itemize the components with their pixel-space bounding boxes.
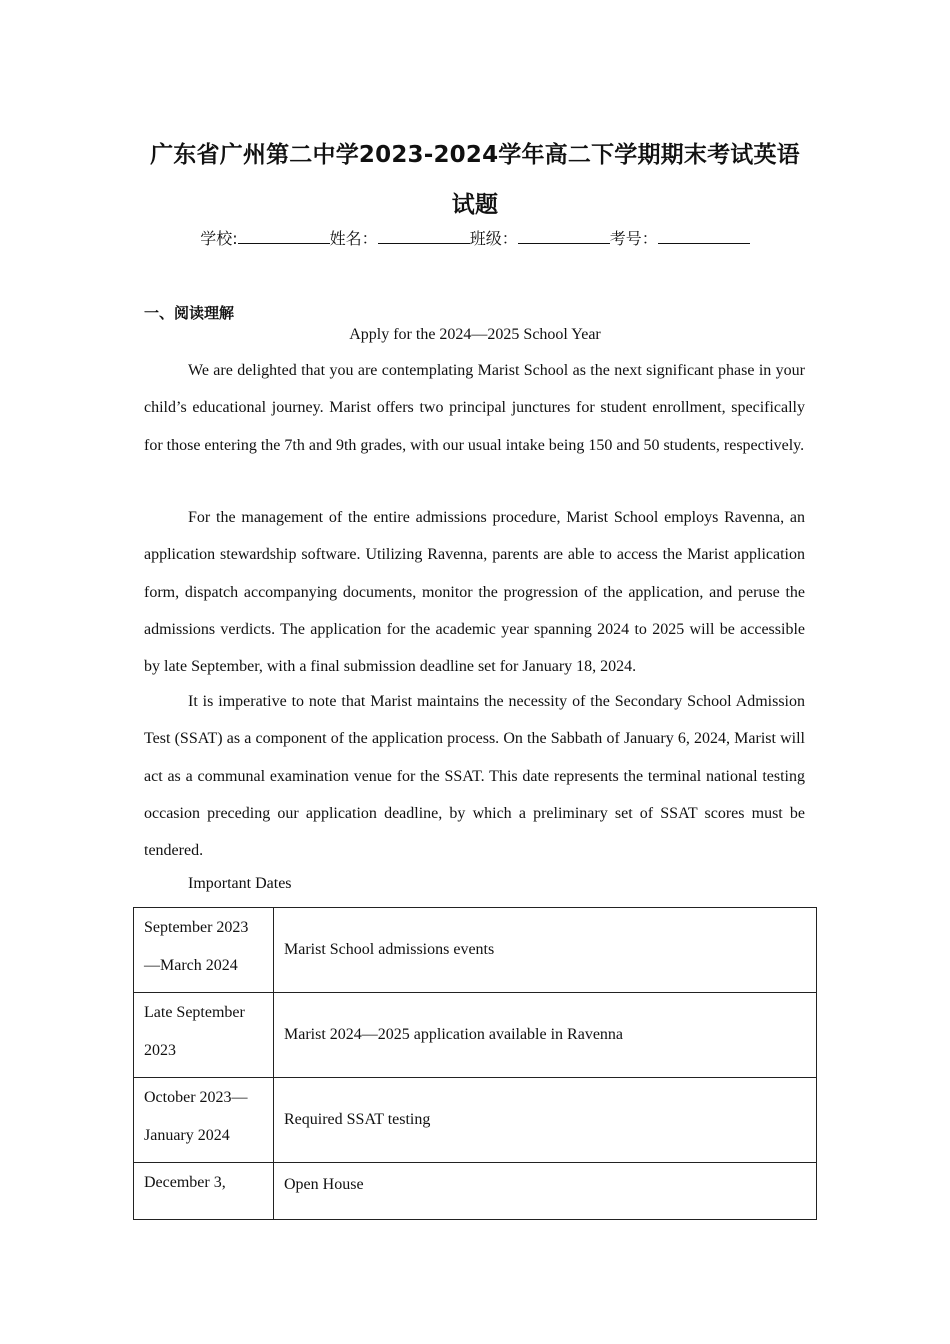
date-line: 2023 (144, 1041, 176, 1059)
date-cell (134, 993, 274, 1078)
important-dates-label: Important Dates (188, 875, 292, 892)
number-blank (658, 229, 750, 244)
date-line: —March 2024 (144, 956, 238, 974)
event-cell: Open House (274, 1163, 817, 1220)
date-line: Late September (144, 1004, 245, 1021)
passage-title: Apply for the 2024—2025 School Year (349, 326, 601, 343)
paragraph-2: For the management of the entire admissions procedure, Marist School employs Ravenna, an application stewardship software. Utilizing Ravenna, parents are able to access the Marist application form, dispatch accompanying documents, monitor the progression of the application, and peruse the admissions verdicts. The application for the academic year spanning 2024 to 2025 will be accessible by late September, with a final submission deadline set for January 18, 2024. (144, 509, 805, 676)
paragraph-3: It is imperative to note that Marist maintains the necessity of the Secondary School Admission Test (SSAT) as a component of the application process. On the Sabbath of January 6, 2024, Marist will act as a communal examination venue for the SSAT. This date represents the terminal national testing occasion preceding our application deadline, by which a preliminary set of SSAT scores must be tendered. (144, 693, 805, 860)
date-cell (134, 908, 274, 993)
event-cell: Marist School admissions events (274, 908, 817, 993)
section-heading: 一、阅读理解 (144, 304, 235, 322)
class-blank (518, 229, 610, 244)
date-line: January 2024 (144, 1126, 230, 1144)
table-row (134, 1078, 817, 1163)
school-label: 学校: (200, 229, 238, 248)
table-row (134, 908, 817, 993)
date-line: September 2023 (144, 919, 249, 936)
name-label: 姓名： (329, 229, 378, 248)
student-info-line (0, 226, 950, 249)
name-blank (378, 229, 470, 244)
paragraph-1: We are delighted that you are contemplating Marist School as the next significant phase in your child’s educational journey. Marist offers two principal junctures for student enrollment, specifically for those entering the 7th and 9th grades, with our usual intake being 150 and 50 students, respectively. (144, 362, 805, 454)
table-row (134, 993, 817, 1078)
date-cell (134, 1163, 274, 1220)
event-cell: Marist 2024—2025 application available in Ravenna (274, 993, 817, 1078)
school-blank (238, 229, 330, 244)
date-line: October 2023— (144, 1089, 248, 1106)
event-cell: Required SSAT testing (274, 1078, 817, 1163)
number-label: 考号： (609, 229, 658, 248)
date-line: December 3, (144, 1174, 226, 1191)
important-dates-table (133, 907, 817, 1220)
table-row (134, 1163, 817, 1220)
class-label: 班级： (469, 229, 518, 248)
document-title-line-2: 试题 (451, 192, 499, 218)
document-title-line-1: 广东省广州第二中学2023-2024学年高二下学期期末考试英语 (150, 142, 800, 168)
date-cell (134, 1078, 274, 1163)
